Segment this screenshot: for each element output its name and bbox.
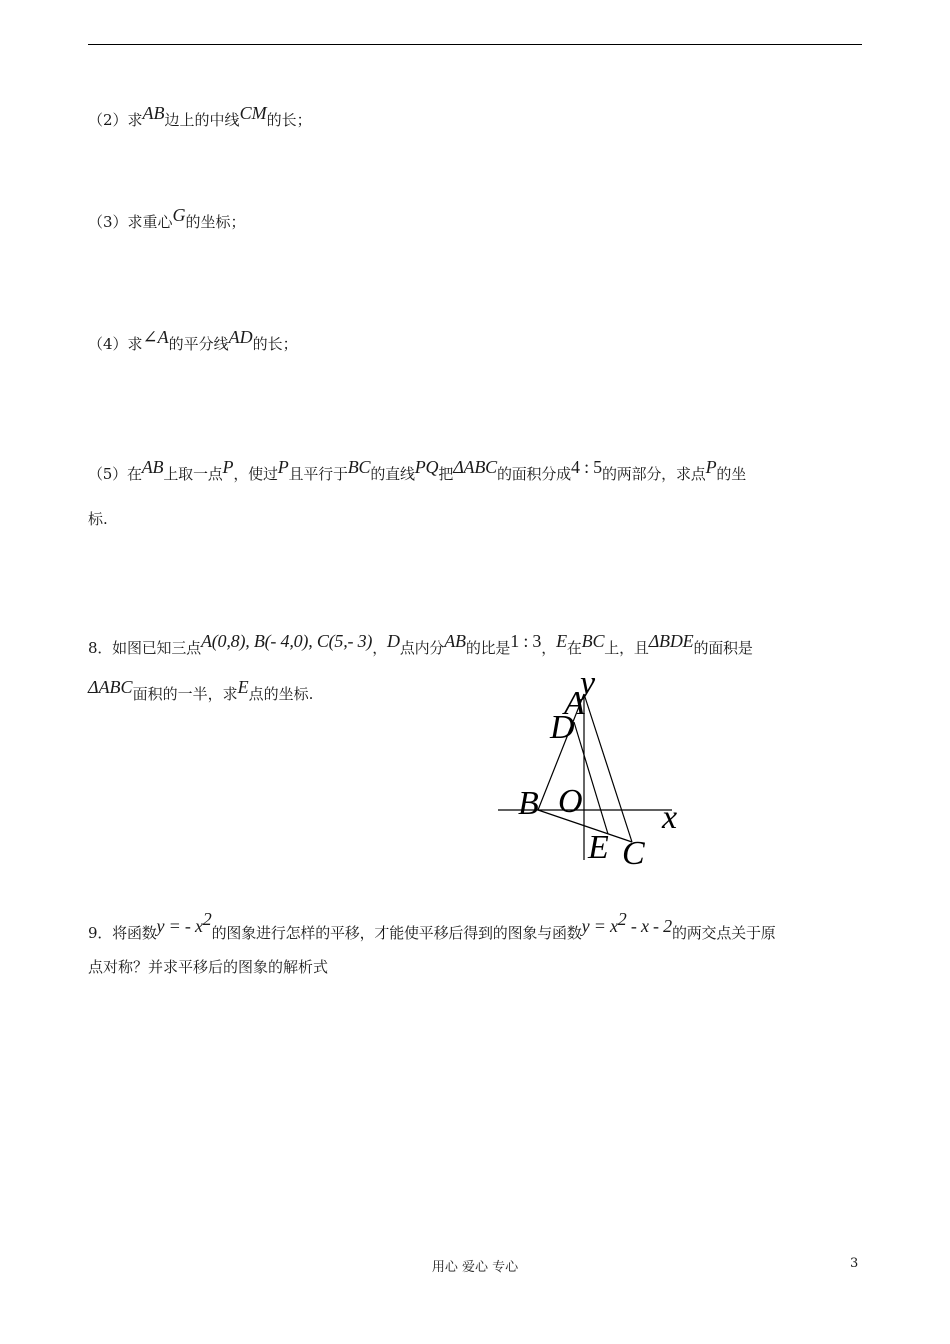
label-o: O <box>558 783 583 820</box>
label-c: C <box>622 835 645 872</box>
label-a: A <box>564 685 585 722</box>
question-5: （5）在AB上取一点P，使过P且平行于BC的直线PQ把ΔABC的面积分成4 : 5的两部分，求点P的坐 <box>88 457 746 483</box>
footer-text: 用心 爱心 专心 <box>431 1260 519 1275</box>
math-f2: $y = x^2 - x - 2$ <box>581 909 672 936</box>
label-x: x <box>662 799 678 836</box>
question-2: （2）求AB边上的中线CM的长； <box>88 103 312 129</box>
label-e: E <box>588 829 609 866</box>
label-y: y <box>580 672 596 702</box>
page-number: 3 <box>850 1256 859 1271</box>
question-3: （3）求重心G的坐标； <box>88 205 246 231</box>
triangle-figure <box>492 672 702 872</box>
header-rule <box>88 44 862 45</box>
question-4: （4）求∠A的平分线AD的长； <box>88 327 298 353</box>
math-points: A(0,8), B(- 4,0), C(5,- 3) <box>200 631 373 651</box>
question-5-line-2: 标. <box>88 510 108 528</box>
question-8: 8．如图已知三点A(0,8), B(- 4,0), C(5,- 3)，D点内分AB的比是1 : 3，E在BC上，且ΔBDE的面积是 <box>88 631 753 657</box>
math-f1: y = - $x^2$ <box>156 909 212 936</box>
label-b: B <box>518 785 539 822</box>
math-g: G <box>172 205 186 225</box>
question-9-line-2: 点对称？并求平移后的图象的解析式 <box>88 958 329 976</box>
math-cm: CM <box>239 103 267 123</box>
label-d: D <box>550 709 575 746</box>
math-ad: AD <box>228 327 253 347</box>
question-8-line-2: ΔABC面积的一半，求E点的坐标. <box>88 677 314 703</box>
segment-bc <box>538 810 632 842</box>
math-ab: AB <box>142 103 165 123</box>
segment-ac <box>584 694 632 842</box>
question-9: 9．将函数y = - $x^2$的图象进行怎样的平移，才能使平移后得到的图象与函数$y = x^2 - x - 2$的两交点关于原 <box>88 909 776 942</box>
math-angle-a: ∠A <box>142 327 169 347</box>
